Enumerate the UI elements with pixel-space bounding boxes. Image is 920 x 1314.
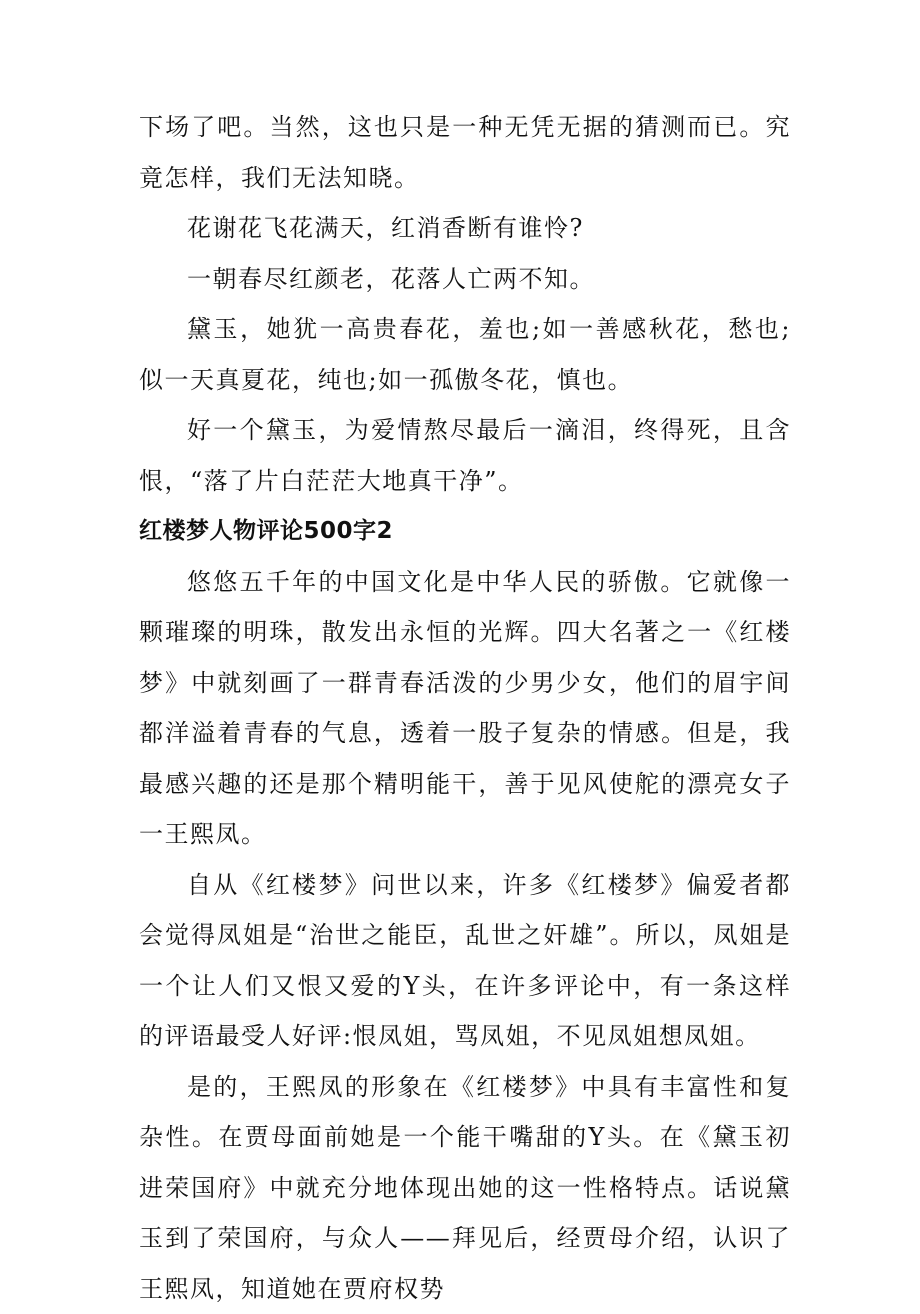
poem-line-1: 花谢花飞花满天，红消香断有谁怜? [139, 203, 791, 254]
paragraph-fengjie-reputation: 自从《红楼梦》问世以来，许多《红楼梦》偏爱者都会觉得凤姐是“治世之能臣，乱世之奸雄”。所以，凤姐是一个让人们又恨又爱的Y头，在许多评论中，有一条这样的评语最受人好评:恨凤姐，骂凤姐，不见凤姐想凤姐。 [139, 860, 791, 1062]
paragraph-daiyu-flowers: 黛玉，她犹一高贵春花，羞也;如一善感秋花，愁也;似一天真夏花，纯也;如一孤傲冬花，慎也。 [139, 304, 791, 405]
poem-line-2: 一朝春尽红颜老，花落人亡两不知。 [139, 254, 791, 305]
paragraph-daiyu-tears: 好一个黛玉，为爱情熬尽最后一滴泪，终得死，且含恨，“落了片白茫茫大地真干净”。 [139, 405, 791, 506]
document-body [139, 102, 791, 1314]
paragraph-chinese-culture: 悠悠五千年的中国文化是中华人民的骄傲。它就像一颗璀璨的明珠，散发出永恒的光辉。四大名著之一《红楼梦》中就刻画了一群青春活泼的少男少女，他们的眉宇间都洋溢着青春的气息，透着一股子复杂的情感。但是，我最感兴趣的还是那个精明能干，善于见风使舵的漂亮女子一王熙凤。 [139, 557, 791, 860]
section-heading: 红楼梦人物评论500字2 [139, 506, 791, 557]
paragraph-continued: 下场了吧。当然，这也只是一种无凭无据的猜测而已。究竟怎样，我们无法知晓。 [139, 102, 791, 203]
paragraph-wangxifeng-image: 是的，王熙凤的形象在《红楼梦》中具有丰富性和复杂性。在贾母面前她是一个能干嘴甜的Y头。在《黛玉初进荣国府》中就充分地体现出她的这一性格特点。话说黛玉到了荣国府，与众人——拜见后，经贾母介绍，认识了王熙凤，知道她在贾府权势 [139, 1062, 791, 1314]
